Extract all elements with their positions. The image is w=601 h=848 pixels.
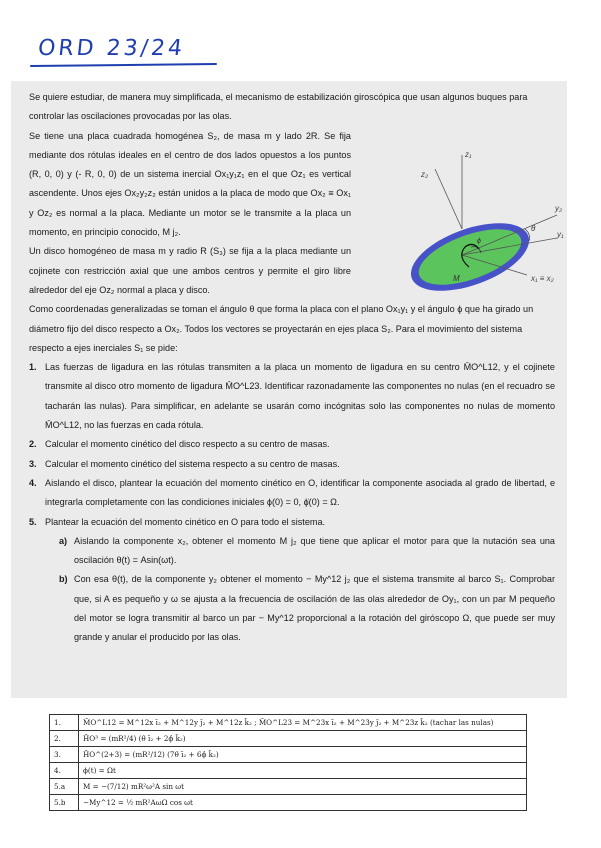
label-theta: θ	[531, 224, 536, 233]
subquestion-text: Aislando la componente x₂, obtener el momento M j₂ que tiene que aplicar el motor para que la nutación sea una oscilación θ(t) = Asin(ωt).	[74, 535, 555, 566]
question-5	[29, 513, 555, 648]
question-5a	[45, 532, 555, 571]
disk-paragraph: Un disco homogéneo de masa m y radio R (S₃) se fija a la placa mediante un cojinete con restricción axial que une ambos centros y permite el giro libre alrededor del eje Oz₂ normal a placa y disco.	[29, 246, 351, 295]
label-phi: ϕ	[477, 238, 481, 245]
question-text: Calcular el momento cinético del sistema respecto a su centro de masas.	[45, 458, 340, 469]
answer-number: 5.b	[50, 795, 79, 811]
answer-number: 3.	[50, 747, 79, 763]
answer-number: 2.	[50, 731, 79, 747]
question-text: Aislando el disco, plantear la ecuación del momento cinético en O, identificar la componente asociada al grado de libertad, e integrarla completamente con las condiciones iniciales ϕ(0) = 0, ϕ̇(0) = Ω.	[45, 477, 555, 508]
question-4	[29, 474, 555, 513]
answer-number: 1.	[50, 715, 79, 731]
label-x: x₁ ≡ x₂	[531, 274, 554, 283]
question-number: 4.	[29, 477, 37, 488]
question-text: Calcular el momento cinético del disco respecto a su centro de masas.	[45, 439, 330, 450]
subquestion-label: b)	[59, 574, 68, 585]
answer-row	[50, 763, 527, 779]
answer-content: ϕ(t) = Ωt	[79, 763, 527, 779]
label-z2: z₂	[421, 170, 429, 179]
axis-z2	[435, 169, 462, 229]
answer-content: M = −(7/12) mR²ω²A sin ωt	[79, 779, 527, 795]
problem-statement	[11, 81, 567, 698]
question-5b	[45, 570, 555, 647]
subquestion-label: a)	[59, 535, 68, 546]
question-number: 1.	[29, 362, 37, 373]
handwritten-underline	[30, 63, 217, 67]
subquestions-list	[45, 532, 555, 648]
answers-table	[49, 714, 527, 811]
answer-content: H̄O³ = (mR²/4) (θ̇ ī₂ + 2ϕ̇ k̄₂)	[79, 731, 527, 747]
answer-content: H̄O^(2+3) = (mR²/12) (7θ̇ ī₂ + 6ϕ̇ k̄₂)	[79, 747, 527, 763]
answer-row	[50, 715, 527, 731]
question-text: Las fuerzas de ligadura en las rótulas transmiten a la placa un momento de ligadura en su centro M̄O^L12, y el cojinete transmite al disco otro momento de ligadura M̄O^L23. Identificar razonadamente las componentes no nulas (en el recuadro se tacharán las nulas). Para simplificar, en adelante se usarán como incógnitas solo las componentes no nulas de momento M̄O^L12, no las fuerzas en cada rótula.	[45, 362, 555, 431]
coordinates-paragraph: Como coordenadas generalizadas se toman el ángulo θ que forma la placa con el plano Ox₁y₁ y el ángulo ϕ que ha girado un diámetro fijo del disco respecto a Ox₂. Todos los vectores se proyectarán en ejes placa S₂. Para el movimiento del sistema respecto a ejes inerciales S₁ se pide:	[29, 304, 534, 353]
label-y2: y₂	[555, 204, 563, 213]
label-M: M	[453, 274, 460, 283]
answer-content: M̄O^L12 = M^12x ī₂ + M^12y j̄₂ + M^12z k̄₂ ; M̄O^L23 = M^23x ī₂ + M^23y j̄₂ + M^23z k̄₂ (tachar las nulas)	[79, 715, 527, 731]
question-number: 2.	[29, 439, 37, 450]
answer-row	[50, 795, 527, 811]
handwritten-title: ORD 23/24	[36, 36, 187, 61]
subquestion-text: Con esa θ(t), de la componente y₂ obtener el momento − My^12 j₂ que el sistema transmite al barco S₁. Comprobar que, si A es pequeño y ω se ajusta a la frecuencia de oscilación de las olas alrededor de Oy₁, con un par M pequeño del motor se logra transmitir al barco un par − My^12 proporcional a la rotación del giróscopo Ω, que puede ser muy grande y anular el producido por las olas.	[74, 574, 555, 643]
question-number: 3.	[29, 458, 37, 469]
answer-content: −My^12 = ½ mR²AωΩ cos ωt	[79, 795, 527, 811]
question-2	[29, 435, 555, 454]
question-3	[29, 455, 555, 474]
answer-number: 5.a	[50, 779, 79, 795]
question-1	[29, 358, 555, 435]
intro-paragraph: Se quiere estudiar, de manera muy simplificada, el mecanismo de estabilización giroscópica que usan algunos buques para controlar las oscilaciones provocadas por las olas.	[29, 92, 528, 122]
answer-number: 4.	[50, 763, 79, 779]
answer-row	[50, 747, 527, 763]
question-number: 5.	[29, 516, 37, 527]
answer-row	[50, 731, 527, 747]
label-y1: y₁	[557, 230, 564, 239]
plate-paragraph: Se tiene una placa cuadrada homogénea S₂, de masa m y lado 2R. Se fija mediante dos rótulas ideales en el centro de dos lados opuestos a los puntos (R, 0, 0) y (- R, 0, 0) de un sistema inercial Ox₁y₁z₁ en el que Oz₁ es vertical ascendente. Unos ejes Ox₂y₂z₂ están unidos a la placa de modo que Ox₂ ≡ Ox₁ y Oz₂ es normal a la placa. Mediante un motor se le transmite a la placa un momento, en principio conocido, M j₂.	[29, 130, 351, 238]
answer-row	[50, 779, 527, 795]
label-z1: z₁	[465, 150, 472, 159]
questions-list	[29, 358, 555, 647]
question-text: Plantear la ecuación del momento cinético en O para todo el sistema.	[45, 516, 326, 527]
gyroscope-diagram	[407, 135, 567, 315]
